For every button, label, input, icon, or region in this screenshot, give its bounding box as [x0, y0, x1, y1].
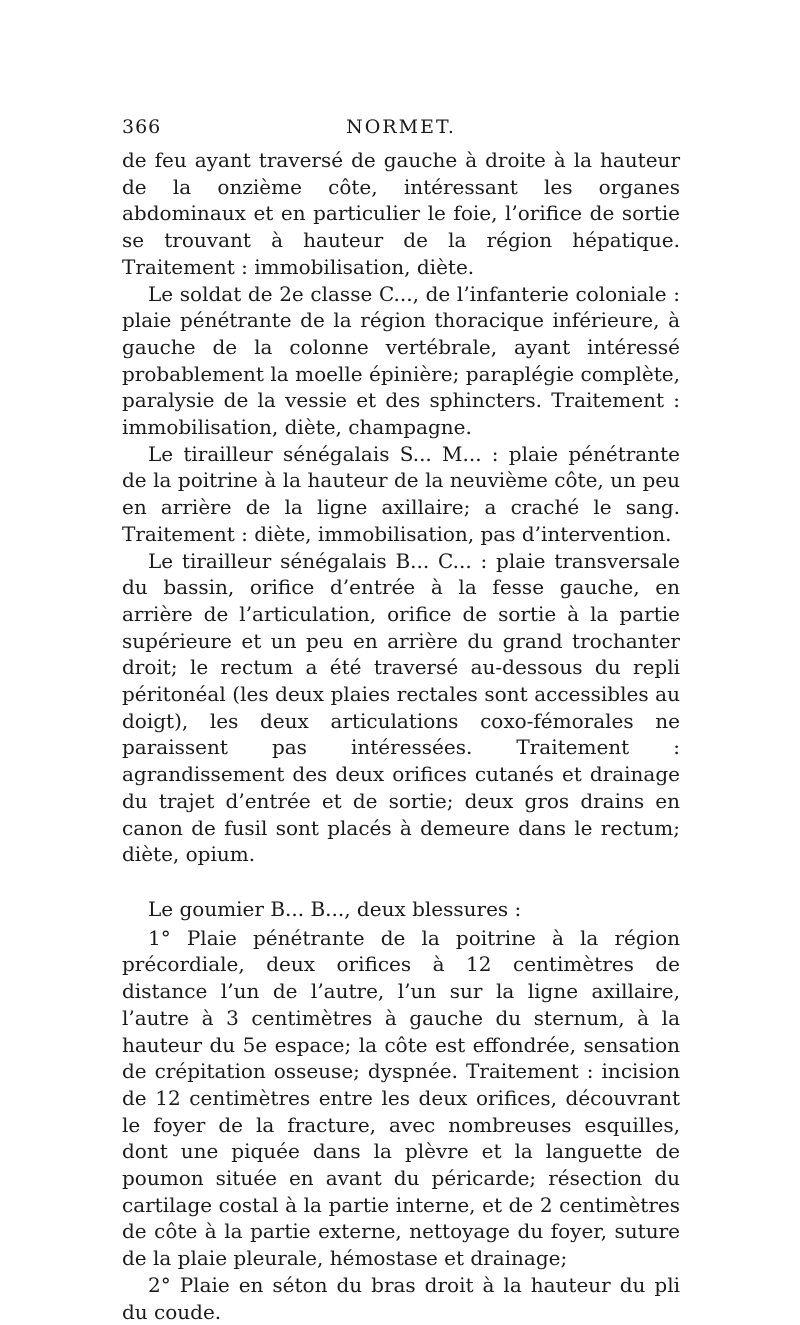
page-header — [122, 116, 680, 142]
paragraph-tirailleur-b-c: Le tirailleur sénégalais B... C... : plaie transversale du bassin, orifice d’entrée à la fesse gauche, en arrière de l’articulation, orifice de sortie à la partie supérieure et un peu en arrière du grand trochanter droit; le rectum a été traversé au-dessous du repli péritonéal (les deux plaies rectales sont accessibles au doigt), les deux articulations coxo-fémorales ne paraissent pas intéressées. Traitement : agrandissement des deux orifices cutanés et drainage du trajet d’entrée et de sortie; deux gros drains en canon de fusil sont placés à demeure dans le rectum; diète, opium. — [122, 548, 680, 867]
paragraph-soldat: Le soldat de 2e classe C..., de l’infanterie coloniale : plaie pénétrante de la région thoracique inférieure, à gauche de la colonne vertébrale, ayant intéressé probablement la moelle épinière; paraplégie complète, paralysie de la vessie et des sphincters. Traitement : immobilisation, diète, champagne. — [122, 281, 680, 440]
running-title: NORMET. — [346, 116, 456, 138]
paragraph-wound-1: 1° Plaie pénétrante de la poitrine à la région précordiale, deux orifices à 12 centimètres de distance l’un de l’autre, l’un sur la ligne axillaire, l’autre à 3 centimètres à gauche du sternum, à la hauteur du 5e espace; la côte est effondrée, sensation de crépitation osseuse; dyspnée. Traitement : incision de 12 centimètres entre les deux orifices, découvrant le foyer de la fracture, avec nombreuses esquilles, dont une piquée dans la plèvre et la languette de poumon située en avant du péricarde; résection du cartilage costal à la partie interne, et de 2 centimètres de côte à la partie externe, nettoyage du foyer, suture de la plaie pleurale, hémostase et drainage; — [122, 925, 680, 1271]
paragraph-goumier: Le goumier B... B..., deux blessures : — [148, 896, 522, 921]
page-number: 366 — [122, 116, 162, 138]
body-text — [122, 147, 680, 1325]
paragraph-wound-2: 2° Plaie en séton du bras droit à la hauteur du pli du coude. — [122, 1272, 680, 1324]
paragraph-tirailleur-s-m: Le tirailleur sénégalais S... M... : plaie pénétrante de la poitrine à la hauteur de la neuvième côte, un peu en arrière de la ligne axillaire; a craché le sang. Traitement : diète, immobilisation, pas d’intervention. — [122, 441, 680, 546]
paragraph-continuation: de feu ayant traversé de gauche à droite à la hauteur de la onzième côte, intéressant les organes abdominaux et en particulier le foie, l’orifice de sortie se trouvant à hauteur de la région hépatique. Traitement : immobilisation, diète. — [122, 148, 680, 279]
